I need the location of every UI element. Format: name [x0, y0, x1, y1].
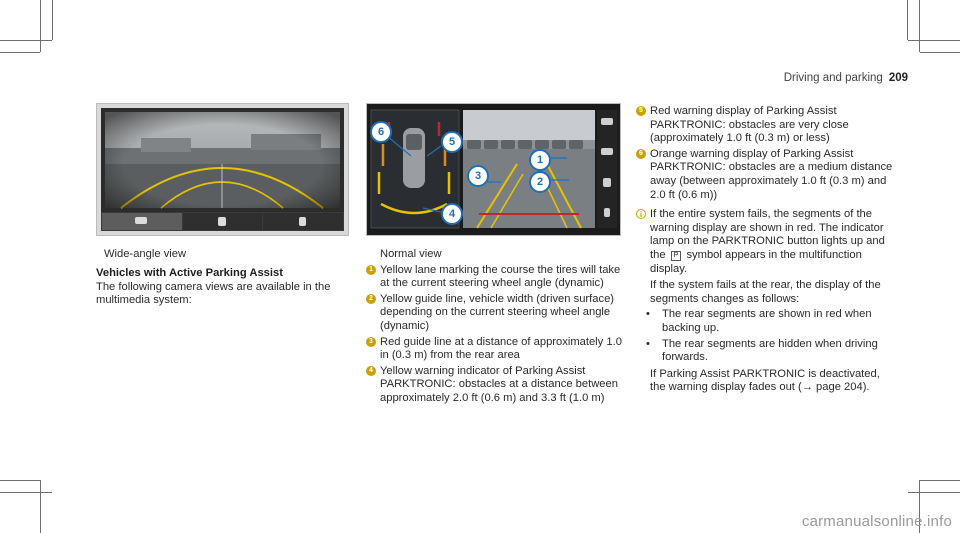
- crop-mark: [907, 0, 908, 40]
- list-item-text: Red warning display of Parking Assist PARKTRONIC: obstacles are very close (approximately 1.0 ft (0.3 m) or less): [650, 105, 849, 145]
- crop-mark: [40, 0, 41, 52]
- section-heading: Vehicles with Active Parking Assist: [96, 267, 283, 279]
- list-item-text: Orange warning display of Parking Assist PARKTRONIC: obstacles are a medium distance away (between approximately 1.0 ft (0.3 m) and 2.0 ft (0.6 m)): [650, 147, 893, 201]
- info-paragraph: If Parking Assist PARKTRONIC is deactivated, the warning display fades out (→ page 204).: [650, 367, 880, 394]
- page-number: 209: [888, 72, 908, 84]
- number-badge: 4: [366, 366, 376, 376]
- list-item-text: Yellow lane marking the course the tires will take at the current steering wheel angle (dynamic): [380, 263, 621, 290]
- marker-4: 4: [441, 203, 463, 225]
- list-item-text: Yellow guide line, vehicle width (driven surface) depending on the current steering wheel angle (dynamic): [380, 292, 615, 332]
- view-title: Normal view: [380, 248, 442, 260]
- crop-mark: [920, 52, 960, 53]
- info-text-part: If the entire system fails, the segments of the warning display are shown in red. The indicator lamp on the PARKTRONIC button lights up and the: [650, 208, 885, 261]
- crop-mark: [40, 480, 41, 533]
- section-title: Driving and parking: [783, 72, 883, 84]
- bullet-item: • The rear segments are shown in red when backing up.: [636, 308, 894, 335]
- intro-text: The following camera views are available in the multimedia system:: [96, 280, 331, 307]
- info-paragraph: If the system fails at the rear, the display of the segments changes as follows:: [650, 279, 881, 305]
- crop-mark: [0, 480, 40, 481]
- info-icon: i: [636, 209, 646, 219]
- marker-6: 6: [370, 121, 392, 143]
- number-badge: 1: [366, 265, 376, 275]
- number-badge: 5: [636, 106, 646, 116]
- crop-mark: [0, 492, 52, 493]
- list-item: [366, 293, 624, 334]
- crop-mark: [0, 40, 52, 41]
- marker-2: 2: [529, 171, 551, 193]
- normal-view-camera-image: [366, 103, 621, 236]
- crop-mark: [920, 480, 960, 481]
- marker-3: 3: [467, 165, 489, 187]
- crop-mark: [52, 0, 53, 40]
- watermark: carmanualsonline.info: [801, 513, 952, 531]
- list-item: [636, 148, 894, 202]
- normal-view-camera-graphic: [367, 104, 620, 235]
- list-item-text: Yellow warning indicator of Parking Assist PARKTRONIC: obstacles at a distance between approximately 2.0 ft (0.6 m) and 3.3 ft (1.0 m): [380, 364, 618, 404]
- list-item: [636, 105, 894, 146]
- bullet-item: • The rear segments are hidden when driving forwards.: [636, 338, 894, 365]
- list-item: [366, 336, 624, 363]
- wide-angle-camera-image: [96, 103, 349, 236]
- info-text: [650, 208, 894, 276]
- column-3: [636, 103, 894, 395]
- number-badge: 2: [366, 294, 376, 304]
- list-item-text: Red guide line at a distance of approximately 1.0 in (0.3 m) from the rear area: [380, 335, 622, 362]
- info-note: [636, 208, 894, 395]
- marker-5: 5: [441, 131, 463, 153]
- column-2: [366, 248, 624, 406]
- list-item: [366, 264, 624, 291]
- crop-mark: [919, 0, 920, 52]
- parktronic-symbol-icon: P: [671, 251, 682, 261]
- number-badge: 3: [366, 337, 376, 347]
- crop-mark: [0, 52, 40, 53]
- wide-angle-camera-graphic: [101, 108, 344, 231]
- crop-mark: [908, 492, 960, 493]
- marker-1: 1: [529, 149, 551, 171]
- crop-mark: [908, 40, 960, 41]
- list-item: [366, 365, 624, 406]
- info-text-part: symbol appears in the multifunction display.: [650, 248, 862, 275]
- page-header: [784, 72, 908, 86]
- number-badge: 6: [636, 149, 646, 159]
- figure-caption: Wide-angle view: [104, 248, 187, 260]
- column-1: [96, 267, 346, 308]
